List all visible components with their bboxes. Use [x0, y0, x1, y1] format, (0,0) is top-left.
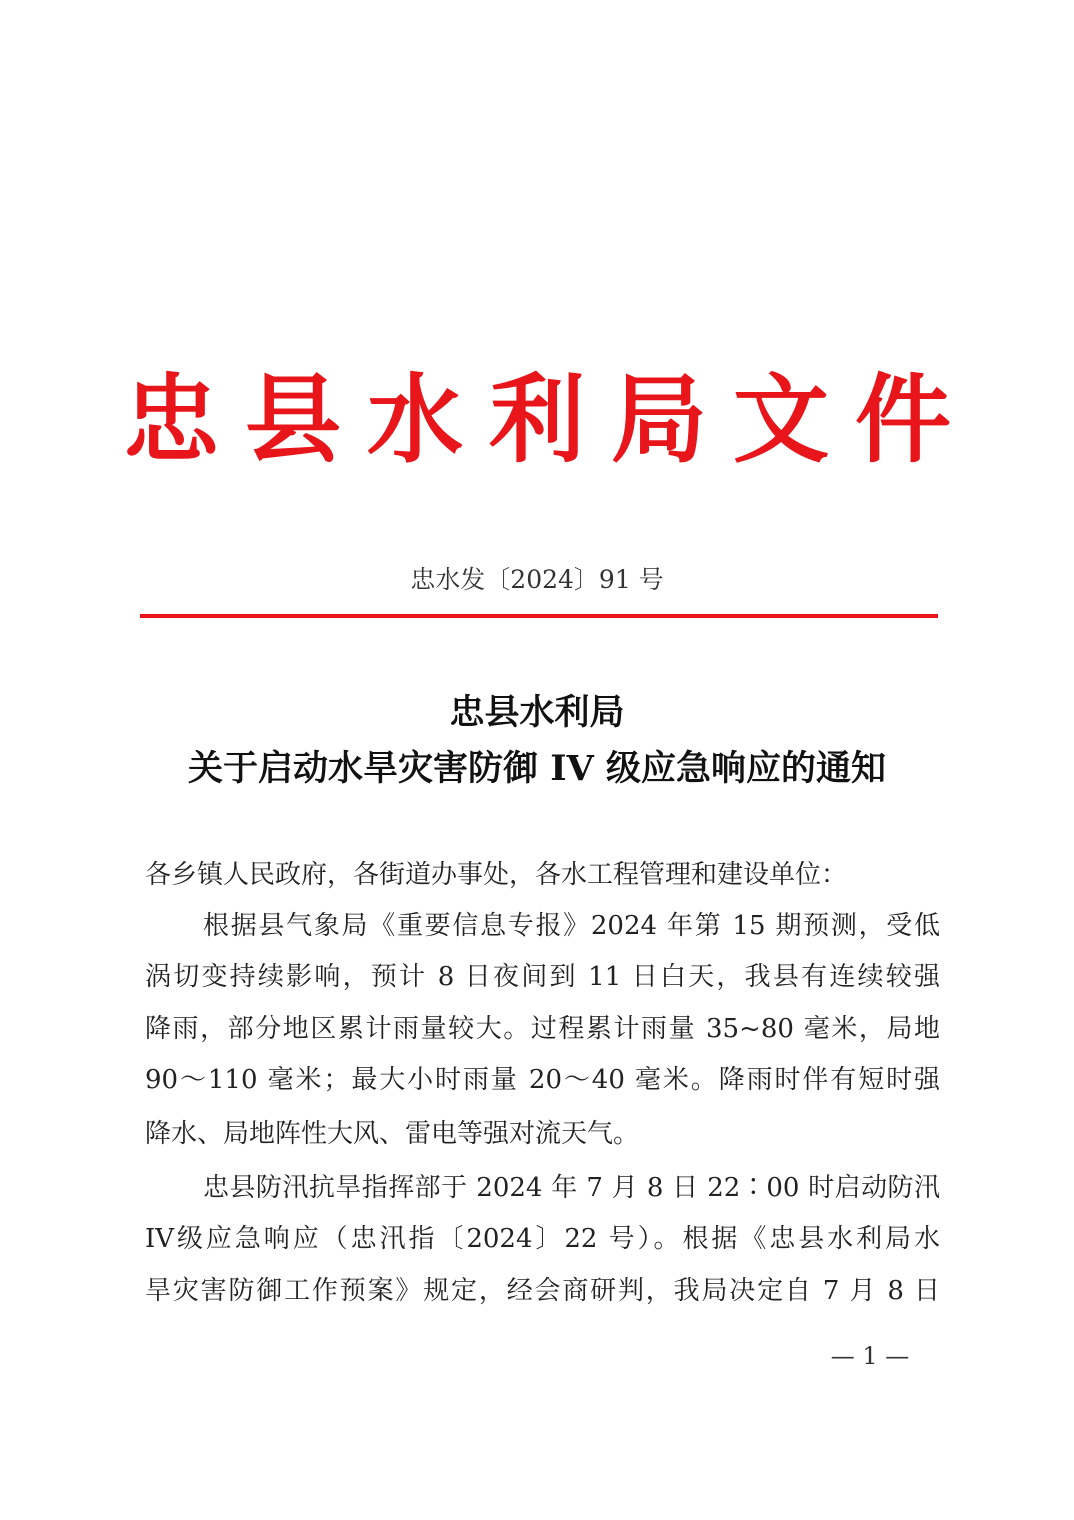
body-text-line: IV级应急响应（忠汛指〔2024〕22 号）。根据《忠县水利局水 [145, 1224, 940, 1254]
notice-title-line-1: 忠县水利局 [449, 692, 625, 733]
document-number: 忠水发〔2024〕91 号 [410, 565, 664, 594]
red-divider [140, 614, 938, 618]
body-text-line: 90～110 毫米；最大小时雨量 20～40 毫米。降雨时伴有短时强 [145, 1065, 940, 1095]
notice-title-line-2: 关于启动水旱灾害防御 IV 级应急响应的通知 [188, 748, 886, 789]
body-text-line: 根据县气象局《重要信息专报》2024 年第 15 期预测，受低 [203, 911, 940, 941]
page-number: — 1 — [830, 1342, 910, 1370]
body-text-line: 旱灾害防御工作预案》规定，经会商研判，我局决定自 7 月 8 日 [145, 1276, 940, 1306]
body-text-line: 降雨，部分地区累计雨量较大。过程累计雨量 35~80 毫米，局地 [145, 1014, 940, 1044]
masthead-title: 忠县水利局文件 [123, 364, 977, 476]
body-text-line: 忠县防汛抗旱指挥部于 2024 年 7 月 8 日 22∶00 时启动防汛 [203, 1173, 940, 1203]
body-text-line: 涡切变持续影响，预计 8 日夜间到 11 日白天，我县有连续较强 [145, 962, 940, 992]
body-text-line: 降水、局地阵性大风、雷电等强对流天气。 [145, 1119, 640, 1149]
addressee-line: 各乡镇人民政府，各街道办事处，各水工程管理和建设单位： [145, 860, 848, 890]
